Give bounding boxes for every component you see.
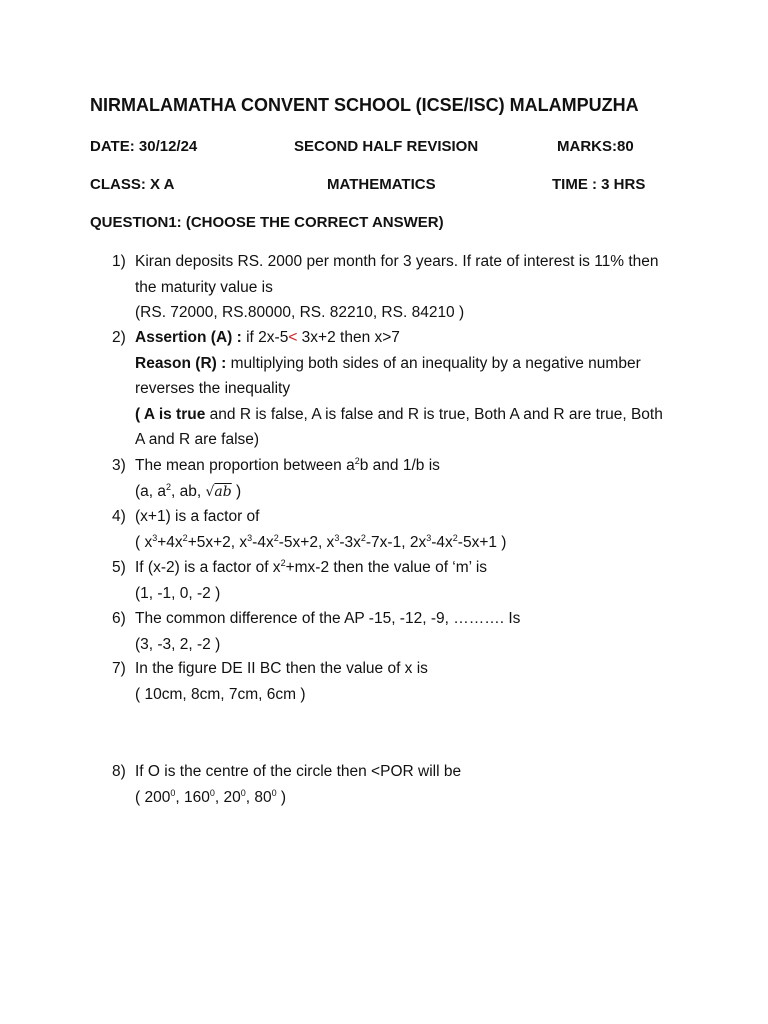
text-part: (a, a	[135, 482, 167, 500]
text-part: , 20	[214, 788, 241, 806]
answer-options: ( 10cm, 8cm, 7cm, 6cm )	[135, 685, 306, 703]
question-number: 8)	[112, 763, 126, 780]
answer-options-cont: A and R are false)	[135, 431, 260, 448]
answer-options: (1, -1, 0, -2 )	[135, 584, 221, 602]
question-number: 5)	[112, 559, 126, 576]
degree-superscript: 0	[170, 787, 176, 798]
assertion-text: if 2x-5	[241, 329, 289, 346]
answer-options: (3, -3, 2, -2 )	[135, 635, 221, 653]
superscript: 2	[166, 481, 172, 492]
text-part: -5x+2, x	[278, 533, 335, 551]
exam-subject: MATHEMATICS	[327, 176, 436, 193]
superscript: 2	[354, 456, 360, 466]
question-text: In the figure DE II BC then the value of x is	[135, 660, 428, 677]
sqrt-sign: √	[205, 483, 215, 500]
school-title: NIRMALAMATHA CONVENT SCHOOL (ICSE/ISC) MALAMPUZHA	[90, 95, 639, 115]
question-number: 2)	[112, 329, 126, 346]
text-part: The mean proportion between a	[135, 457, 355, 474]
question-text: Kiran deposits RS. 2000 per month for 3 years. If rate of interest is 11% then	[135, 253, 659, 270]
superscript: 3	[426, 532, 432, 543]
question-number: 6)	[112, 610, 126, 627]
question-number: 4)	[112, 508, 126, 525]
text-part: ( x	[135, 533, 153, 551]
reason-label: Reason (R) :	[135, 354, 227, 372]
degree-superscript: 0	[209, 787, 215, 798]
text-part: -3x	[339, 533, 361, 551]
question-text	[135, 555, 695, 581]
question-number: 7)	[112, 660, 126, 677]
question-text: The common difference of the AP -15, -12, -9, ………. Is	[135, 610, 521, 627]
text-part: -4x	[431, 533, 453, 551]
answer-options	[135, 479, 695, 506]
answer-options: (RS. 72000, RS.80000, RS. 82210, RS. 84210 )	[135, 304, 465, 321]
text-part: +mx-2 then the value of ‘m’ is	[285, 559, 488, 576]
inequality-symbol: <	[288, 329, 298, 346]
square-root	[206, 484, 232, 500]
question-text: If O is the centre of the circle then <POR will be	[135, 763, 462, 780]
text-part: , 160	[175, 788, 210, 806]
superscript: 3	[152, 532, 158, 543]
text-part: +5x+2, x	[187, 533, 248, 551]
assertion-line	[135, 325, 695, 351]
superscript: 2	[182, 532, 188, 543]
sqrt-argument: ab	[214, 483, 232, 500]
exam-name: SECOND HALF REVISION	[294, 138, 479, 155]
text-part: b and 1/b is	[359, 457, 440, 474]
reason-text-cont: reverses the inequality	[135, 380, 291, 397]
text-part: -5x+1 )	[457, 533, 507, 551]
reason-line	[135, 351, 695, 377]
degree-superscript: 0	[271, 787, 277, 798]
question-text: (x+1) is a factor of	[135, 508, 260, 525]
text-part: , 80	[245, 788, 272, 806]
superscript: 3	[247, 532, 253, 543]
superscript: 2	[452, 532, 458, 543]
exam-marks: MARKS:80	[557, 138, 634, 155]
answer-options	[135, 402, 695, 428]
superscript: 2	[280, 558, 286, 568]
section-heading: QUESTION1: (CHOOSE THE CORRECT ANSWER)	[90, 214, 444, 231]
option-a-true: ( A is true	[135, 405, 206, 423]
assertion-text-end: 3x+2 then x>7	[297, 329, 400, 346]
question-number: 3)	[112, 457, 126, 474]
answer-options	[135, 530, 695, 556]
exam-time: TIME : 3 HRS	[552, 176, 646, 193]
text-part: -7x-1, 2x	[365, 533, 427, 551]
text-part: +4x	[157, 533, 183, 551]
options-text: and R is false, A is false and R is true, Both A and R are true, Both	[205, 405, 663, 423]
text-part: -4x	[252, 533, 274, 551]
superscript: 2	[273, 532, 279, 543]
text-part: , ab,	[171, 482, 206, 500]
reason-text: multiplying both sides of an inequality by a negative number	[226, 354, 641, 372]
exam-date: DATE: 30/12/24	[90, 138, 198, 155]
text-part: ( 200	[135, 788, 171, 806]
assertion-label: Assertion (A) :	[135, 329, 242, 346]
answer-options	[135, 785, 695, 811]
superscript: 2	[360, 532, 366, 543]
question-number: 1)	[112, 253, 126, 270]
text-part: )	[276, 788, 287, 806]
degree-superscript: 0	[240, 787, 246, 798]
exam-class: CLASS: X A	[90, 176, 175, 193]
question-text-cont: the maturity value is	[135, 278, 273, 296]
text-part: )	[231, 482, 242, 500]
text-part: If (x-2) is a factor of x	[135, 559, 281, 576]
question-text	[135, 453, 695, 479]
superscript: 3	[334, 532, 340, 543]
